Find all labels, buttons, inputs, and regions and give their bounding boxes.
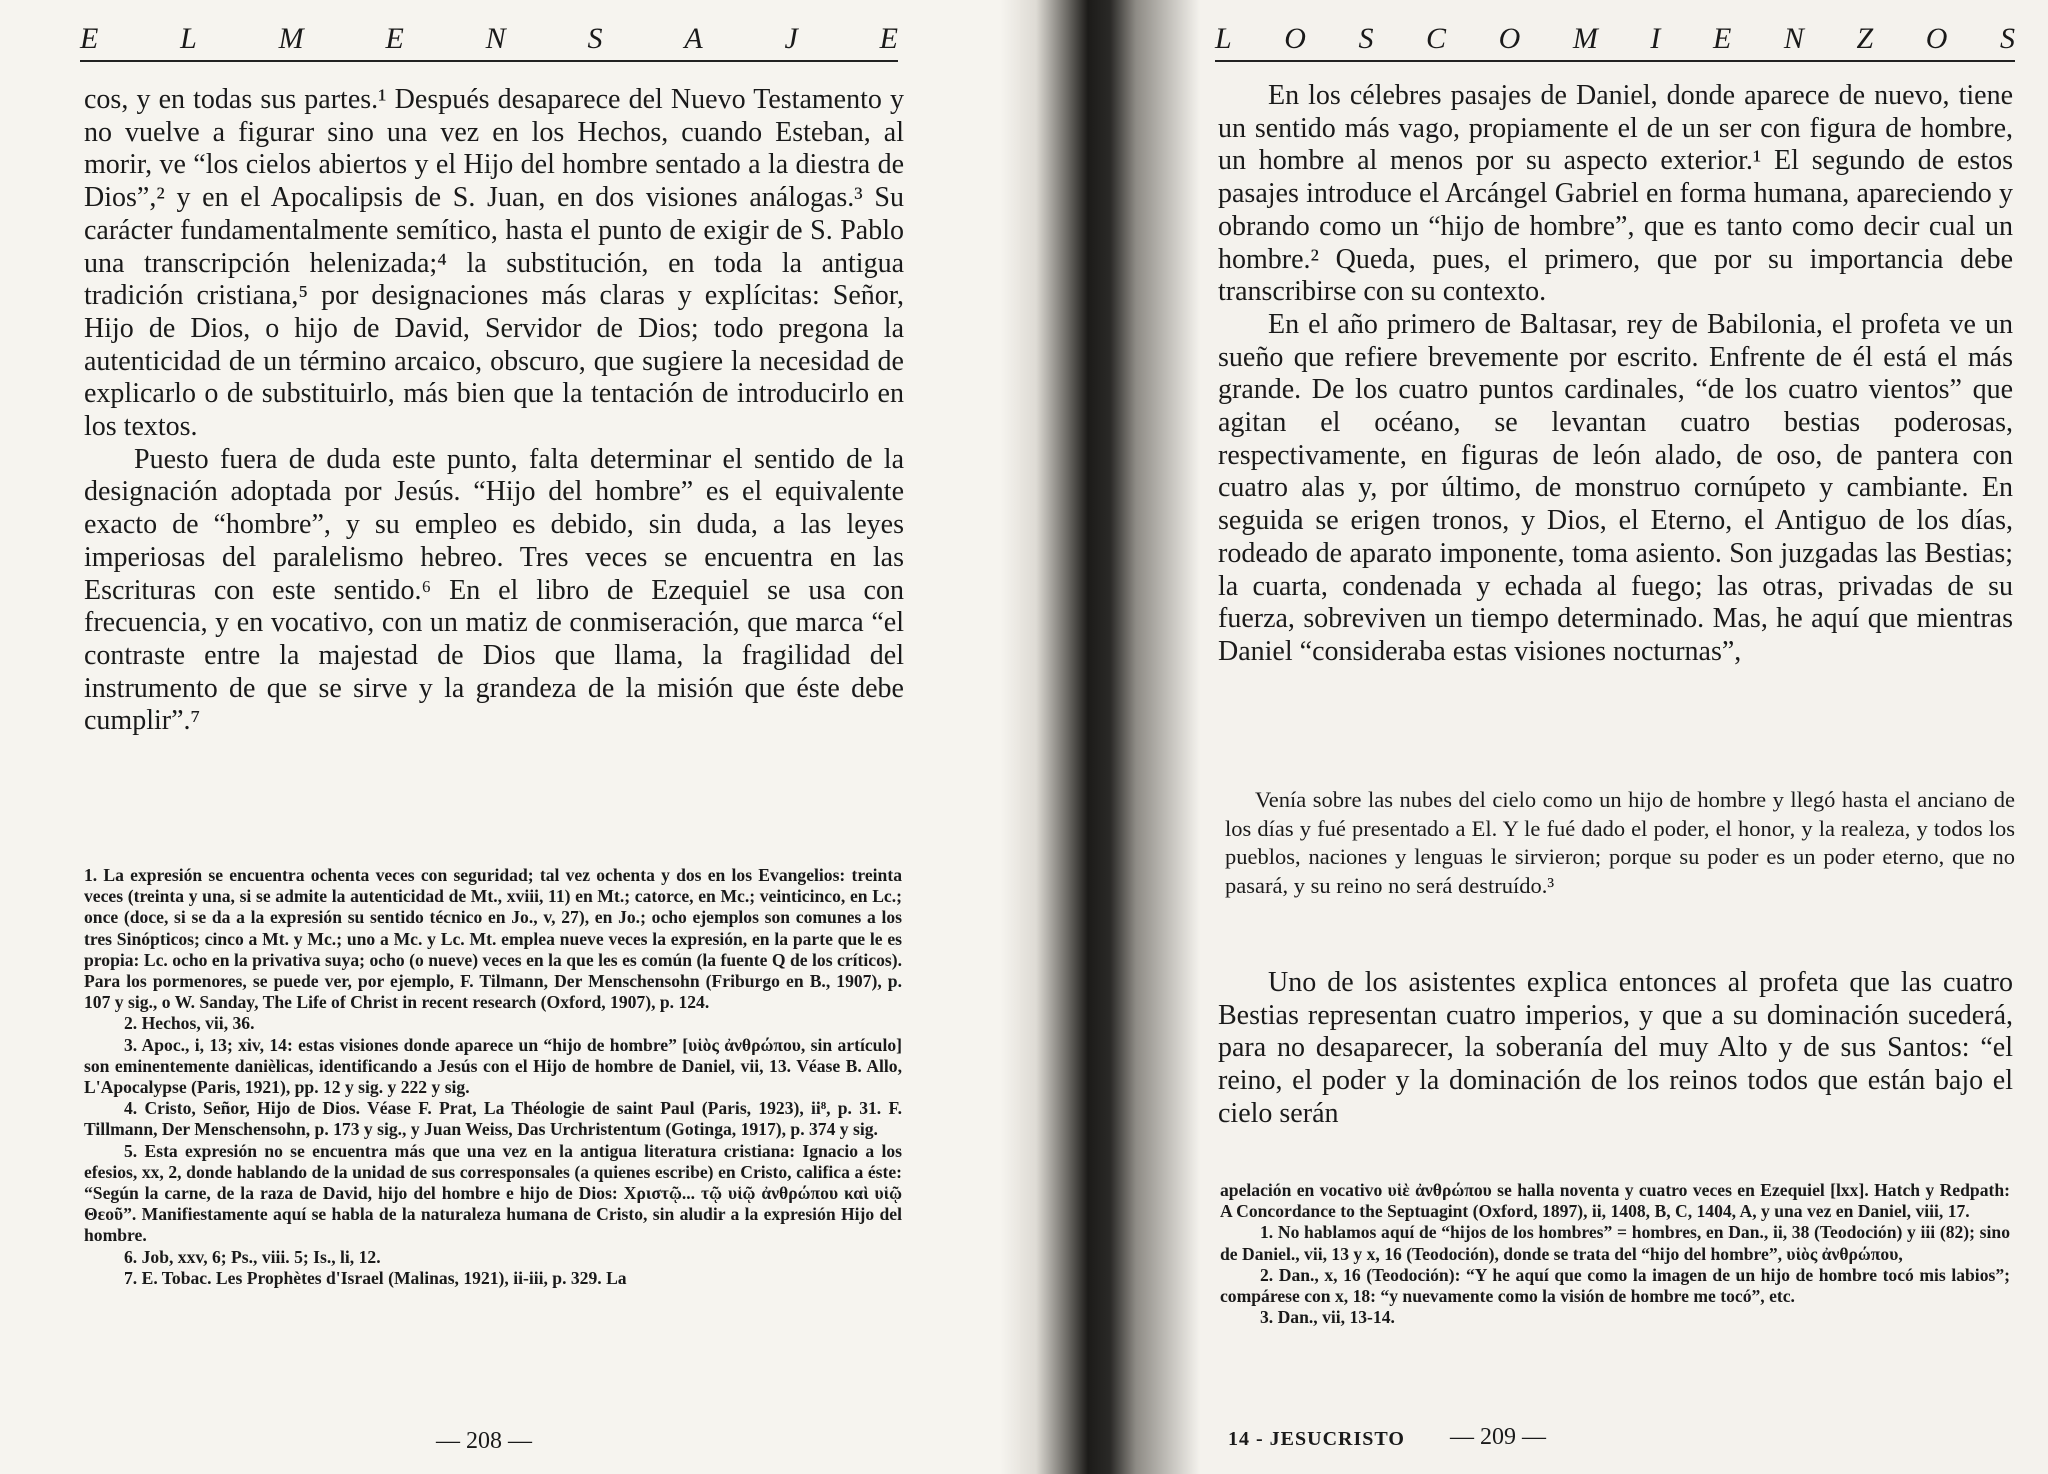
footnote: 7. E. Tobac. Les Prophètes d'Israel (Malinas, 1921), ii-iii, p. 329. La [124,1267,627,1288]
running-head-letter: O [1925,22,1948,55]
running-head-letter: S [1358,22,1374,55]
footnote: 1. La expresión se encuentra ochenta veces con seguridad; tal vez ochenta y dos en los Evangelios: treinta veces (treinta y una, si se admite la autenticidad de Mt., xviii, 11) en Mt.; catorce, en Mc.; veinticinco, en Lc.; once (doce, si se da a la expresión su sentido técnico en Jo., v, 27), en Jo.; ocho ejemplos son comunes a los tres Sinópticos; cinco a Mt. y Mc.; uno a Mc. y Lc. Mt. emplea nueve veces la expresión, en la parte que le es propia: Lc. ocho en la privativa suya; ocho (o nueve) veces en la que les es común (la fuente Q de los críticos). Para los pormenores, se puede ver, por ejemplo, F. Tilmann, Der Menschensohn (Friburgo en B., 1907), p. 107 y sig., o W. Sanday, The Life of Christ in recent research (Oxford, 1907), p. 124. [84,865,902,1013]
footnote: apelación en vocativo υἱὲ ἀνθρώπου se halla noventa y cuatro veces en Ezequiel [lxx]. Hatch y Redpath: A Concordance to the Septuagint (Oxford, 1897), ii, 1408, B, C, 1404, A, y una vez en Daniel, viii, 17. [1220,1180,2010,1222]
block-quote [1225,786,2015,900]
left-page [0,0,1020,1474]
page-number-right: — 209 — [1450,1424,1546,1450]
footnote: 3. Apoc., i, 13; xiv, 14: estas visiones donde aparece un “hijo de hombre” [υἱὸς ἀνθρώπου, sin artículo] son eminentemente danièlicas, identificando a Jesús con el Hijo de hombre de Daniel, vii, 13. Véase B. Allo, L'Apocalypse (Paris, 1921), pp. 12 y sig. y 222 y sig. [84,1034,902,1098]
running-head-letter: L [180,22,197,55]
running-head-letter: I [1650,22,1661,55]
right-body-text [1218,80,2013,669]
footnote: 3. Dan., vii, 13-14. [1260,1307,1395,1328]
running-head-letter: J [784,22,798,55]
left-footnotes [84,865,902,1289]
running-head-left [80,22,898,62]
running-head-letter: M [1572,22,1598,55]
running-head-letter: Z [1856,22,1874,55]
running-head-letter: L [1215,22,1232,55]
right-body-text-continued [1218,967,2013,1131]
footnote: 1. No hablamos aquí de “hijos de los hombres” = hombres, en Dan., ii, 38 (Teodoción) y iii (82); sino de Daniel., vii, 13 y x, 16 (Teodoción), donde se trata del “hijo del hombre”, υἱὸς ἀνθρώπου, [1220,1222,2010,1264]
footnote: 2. Hechos, vii, 36. [124,1013,255,1034]
quote-text: Venía sobre las nubes del cielo como un hijo de hombre y llegó hasta el anciano de los días y fué presentado a El. Y le fué dado el poder, el honor, y la realeza, y todos los pueblos, naciones y lenguas le sirvieron; porque su poder es un poder eterno, que no pasará, y su reino no será destruído.³ [1225,787,2015,898]
running-head-letter: C [1426,22,1447,55]
running-head-letter: M [278,22,304,55]
running-head-letter: O [1498,22,1521,55]
paragraph: En el año primero de Baltasar, rey de Babilonia, el profeta ve un sueño que refiere brevemente por escrito. Enfrente de él está el más grande. De los cuatro puntos cardinales, “de los cuatro vientos” que agitan el océano, se levantan cuatro bestias poderosas, respectivamente, en figuras de león alado, de oso, de pantera con cuatro alas y, por último, de monstruo cornúpeto y cambiante. En seguida se erigen tronos, y Dios, el Eterno, el Antiguo de los días, rodeado de aparato imponente, toma asiento. Son juzgadas las Bestias; la cuarta, condenada y echada al fuego; las otras, privadas de su fuerza, sobreviven un tiempo determinado. Mas, he aquí que mientras Daniel “consideraba estas visiones nocturnas”, [1218,308,2013,667]
signature-mark: 14 - JESUCRISTO [1228,1428,1405,1450]
footnote: 5. Esta expresión no se encuentra más que una vez en la antigua literatura cristiana: Ignacio a los efesios, xx, 2, donde hablando de la unidad de sus corresponsales (a quienes escribe) en Cristo, califica a éste: “Según la carne, de la raza de David, hijo del hombre e hijo de Dios: Χριστῷ... τῷ υἱῷ ἀνθρώπου καὶ υἱῷ Θεοῦ”. Manifiestamente aquí se habla de la naturaleza humana de Cristo, sin aludir a la expresión Hijo del hombre. [84,1140,902,1246]
left-body-text [84,84,904,738]
footnote: 6. Job, xxv, 6; Ps., viii. 5; Is., li, 12. [124,1246,381,1267]
running-head-letter: N [485,22,506,55]
running-head-letter: E [1712,22,1732,55]
paragraph: En los célebres pasajes de Daniel, donde aparece de nuevo, tiene un sentido más vago, propiamente el de un ser con figura de hombre, un hombre al menos por su aspecto exterior.¹ El segundo de estos pasajes introduce el Arcángel Gabriel en forma humana, apareciendo y obrando como un “hijo de hombre”, que es tanto como decir cual un hombre.² Queda, pues, el primero, que por su importancia debe transcribirse con su contexto. [1218,80,2013,308]
book-gutter-shadow [1000,0,1200,1474]
page-number-left: — 208 — [436,1428,532,1454]
paragraph: Puesto fuera de duda este punto, falta determinar el sentido de la designación adoptada por Jesús. “Hijo del hombre” es el equivalente exacto de “hombre”, y su empleo es debido, sin duda, a las leyes imperiosas del paralelismo hebreo. Tres veces se encuentra en las Escrituras con este sentido.⁶ En el libro de Ezequiel se usa con frecuencia, y en vocativo, con un matiz de conmiseración, que marca “el contraste entre la majestad de Dios que llama, la fragilidad del instrumento de que se sirve y la grandeza de la misión que éste debe cumplir”.⁷ [84,443,904,737]
running-head-letter: S [587,22,603,55]
paragraph: cos, y en todas sus partes.¹ Después desaparece del Nuevo Testamento y no vuelve a figurar sino una vez en los Hechos, cuando Esteban, al morir, ve “los cielos abiertos y el Hijo del hombre sentado a la diestra de Dios”,² y en el Apocalipsis de S. Juan, en dos visiones análogas.³ Su carácter fundamentalmente semítico, hasta el punto de exigir de S. Pablo una transcripción helenizada;⁴ la substitución, en toda la antigua tradición cristiana,⁵ por designaciones más claras y explícitas: Señor, Hijo de Dios, o hijo de David, Servidor de Dios; todo pregona la autenticidad de un término arcaico, obscuro, que sugiere la necesidad de explicarlo o de substituirlo, más bien que la tentación de introducirlo en los textos. [84,84,904,443]
footnote: 2. Dan., x, 16 (Teodoción): “Y he aquí que como la imagen de un hijo de hombre tocó mis labios”; compárese con x, 18: “y nuevamente como la visión de hombre me tocó”, etc. [1220,1264,2010,1307]
running-head-letter: S [1999,22,2015,55]
running-head-letter: E [80,22,99,55]
running-head-letter: A [684,22,703,55]
running-head-right [1215,22,2015,62]
paragraph: Uno de los asistentes explica entonces al profeta que las cuatro Bestias representan cuatro imperios, y que a su dominación sucederá, para no desaparecer, la soberanía del muy Alto y de sus Santos: “el reino, el poder y la dominación de los reinos todos que están bajo el cielo serán [1218,967,2013,1129]
right-footnotes [1220,1180,2010,1328]
running-head-letter: E [879,22,898,55]
running-head-letter: N [1783,22,1804,55]
running-head-letter: E [385,22,404,55]
running-head-letter: O [1284,22,1306,55]
footnote: 4. Cristo, Señor, Hijo de Dios. Véase F. Prat, La Théologie de saint Paul (Paris, 1923), ii⁸, p. 31. F. Tillmann, Der Menschensohn, p. 173 y sig., y Juan Weiss, Das Urchristentum (Gotinga, 1917), p. 374 y sig. [84,1098,902,1140]
